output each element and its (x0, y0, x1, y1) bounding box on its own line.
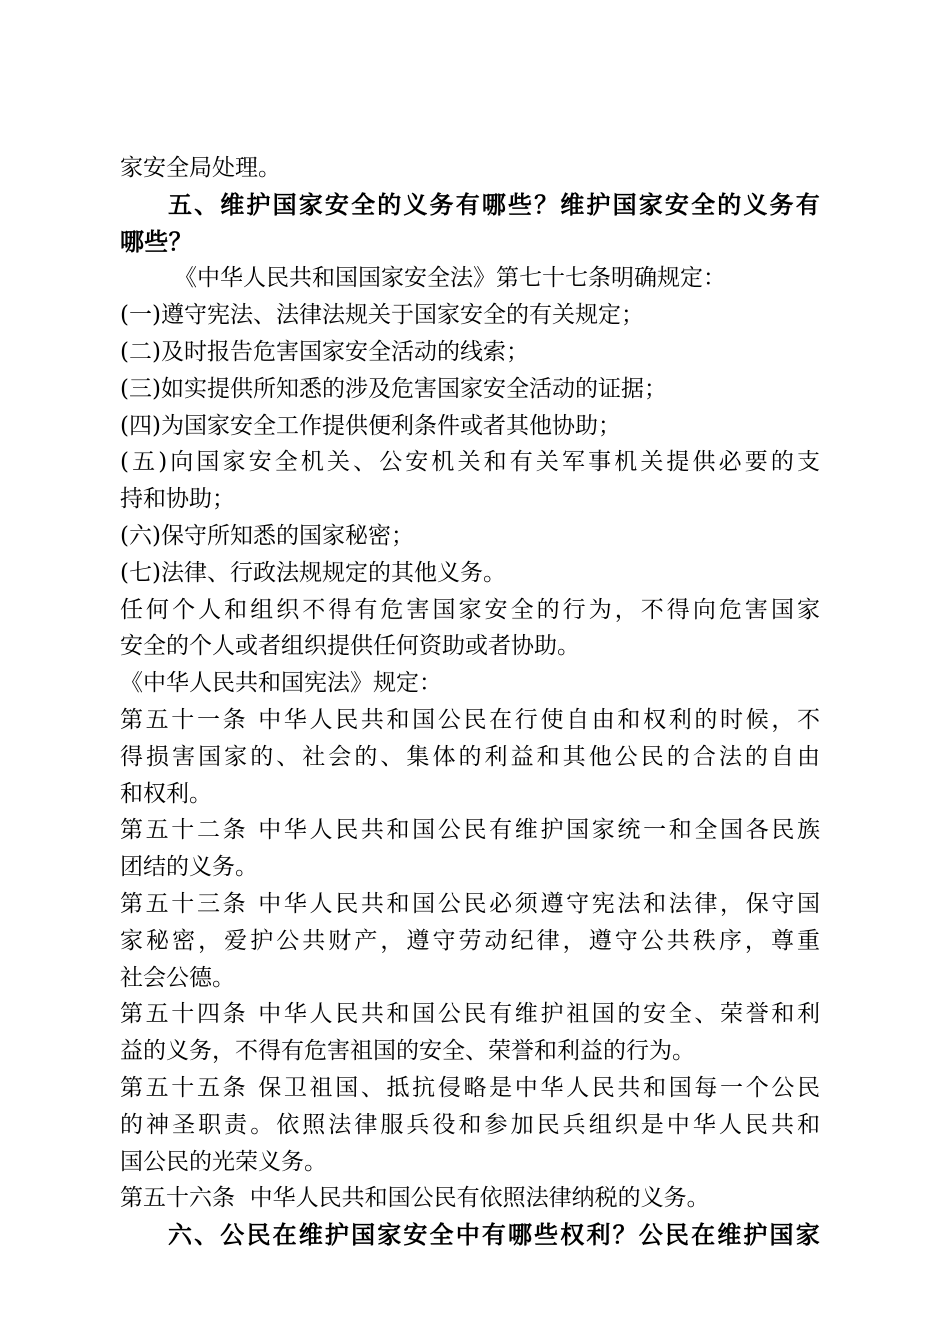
article-51-cont: 和权利。 (120, 780, 212, 807)
article-55: 第五十五条 保卫祖国、抵抗侵略是中华人民共和国每一个公民 (120, 1074, 820, 1101)
list-item: (三)如实提供所知悉的涉及危害国家安全活动的证据； (120, 375, 667, 402)
paragraph-continuation: 家安全局处理。 (120, 155, 281, 181)
law-citation: 《中华人民共和国国家安全法》第七十七条明确规定： (174, 265, 726, 292)
list-item: (五)向国家安全机关、公安机关和有关军事机关提供必要的支 (120, 449, 820, 476)
article-53-cont: 社会公德。 (120, 964, 235, 991)
article-51-cont: 得损害国家的、社会的、集体的利益和其他公民的合法的自由 (120, 743, 820, 770)
list-item: (一)遵守宪法、法律法规关于国家安全的有关规定； (120, 302, 644, 329)
article-52: 第五十二条 中华人民共和国公民有维护国家统一和全国各民族 (120, 817, 820, 844)
article-54: 第五十四条 中华人民共和国公民有维护祖国的安全、荣誉和利 (120, 1001, 820, 1028)
section-six-heading: 六、公民在维护国家安全中有哪些权利？公民在维护国家 (168, 1221, 820, 1250)
list-item-cont: 持和协助； (120, 486, 235, 513)
section-five-heading-cont: 哪些？ (120, 227, 193, 256)
section-five-heading: 五、维护国家安全的义务有哪些？维护国家安全的义务有 (168, 190, 820, 219)
paragraph: 任何个人和组织不得有危害国家安全的行为，不得向危害国家 (120, 596, 820, 623)
list-item: (四)为国家安全工作提供便利条件或者其他协助； (120, 412, 621, 439)
article-53: 第五十三条 中华人民共和国公民必须遵守宪法和法律，保守国 (120, 890, 820, 917)
article-56: 第五十六条 中华人民共和国公民有依照法律纳税的义务。 (120, 1185, 710, 1212)
article-52-cont: 团结的义务。 (120, 854, 258, 881)
list-item: (六)保守所知悉的国家秘密； (120, 522, 414, 549)
law-citation: 《中华人民共和国宪法》规定： (120, 670, 442, 697)
list-item: (七)法律、行政法规规定的其他义务。 (120, 559, 506, 586)
article-55-cont: 的神圣职责。依照法律服兵役和参加民兵组织是中华人民共和 (120, 1111, 820, 1138)
article-54-cont: 益的义务，不得有危害祖国的安全、荣誉和利益的行为。 (120, 1038, 695, 1065)
article-53-cont: 家秘密，爱护公共财产，遵守劳动纪律，遵守公共秩序，尊重 (120, 927, 820, 954)
article-55-cont: 国公民的光荣义务。 (120, 1148, 327, 1175)
article-51: 第五十一条 中华人民共和国公民在行使自由和权利的时候，不 (120, 706, 820, 733)
paragraph-cont: 安全的个人或者组织提供任何资助或者协助。 (120, 633, 580, 660)
list-item: (二)及时报告危害国家安全活动的线索； (120, 338, 529, 365)
document-body (120, 150, 820, 1254)
